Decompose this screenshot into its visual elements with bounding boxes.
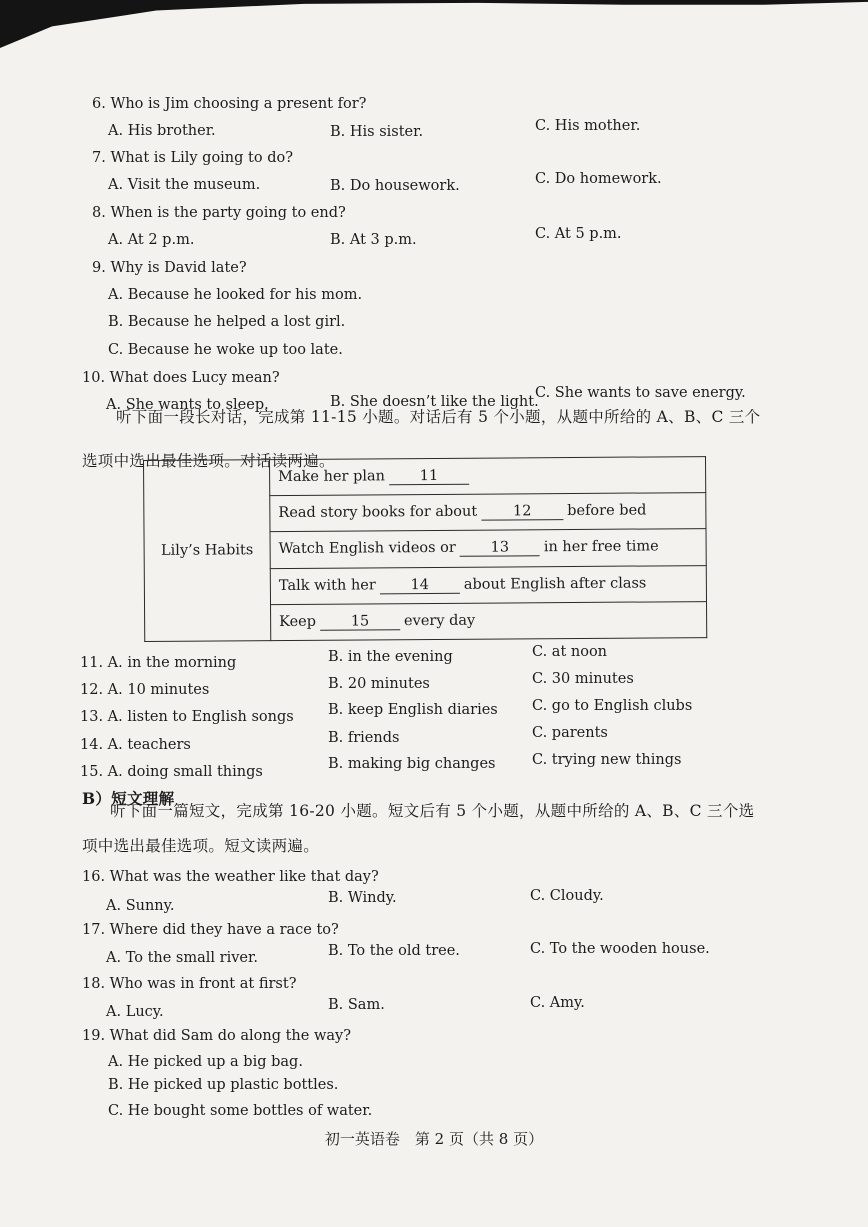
instruction-11-15-line1: 听下面一段长对话，完成第 11-15 小题。对话后有 5 个小题，从题中所给的 A、B、C 三个 xyxy=(116,408,761,426)
habits-table-label: Lily’s Habits xyxy=(144,460,271,642)
question-7-option-c: C. Do homework. xyxy=(535,171,662,187)
question-13-option-a: 13. A. listen to English songs xyxy=(80,709,294,725)
question-19-option-c: C. He bought some bottles of water. xyxy=(108,1103,373,1119)
blank-13: 13 xyxy=(460,540,540,558)
question-14-option-c: C. parents xyxy=(532,725,608,741)
question-12-option-b: B. 20 minutes xyxy=(328,676,430,692)
question-11-option-b: B. in the evening xyxy=(328,649,453,665)
question-18-option-c: C. Amy. xyxy=(530,995,585,1011)
habits-row-4: Talk with her 14 about English after class xyxy=(270,565,706,604)
question-10-stem: 10. What does Lucy mean? xyxy=(82,370,280,386)
question-7-stem: 7. What is Lily going to do? xyxy=(92,150,293,166)
question-19-stem: 19. What did Sam do along the way? xyxy=(82,1028,351,1044)
question-16-stem: 16. What was the weather like that day? xyxy=(82,869,379,885)
habits-row-3: Watch English videos or 13 in her free time xyxy=(270,529,706,568)
question-7-option-b: B. Do housework. xyxy=(330,178,460,194)
question-18-option-a: A. Lucy. xyxy=(106,1004,164,1020)
scan-dark-corner xyxy=(0,0,868,48)
question-17-option-c: C. To the wooden house. xyxy=(530,941,710,957)
habits-row-1: Make her plan 11 xyxy=(270,457,706,496)
question-14-option-a: 14. A. teachers xyxy=(80,737,191,753)
lilys-habits-table xyxy=(143,456,707,642)
question-9-option-c: C. Because he woke up too late. xyxy=(108,342,343,358)
question-6-option-c: C. His mother. xyxy=(535,118,641,134)
question-6-stem: 6. Who is Jim choosing a present for? xyxy=(92,96,367,112)
question-10-option-b: B. She doesn’t like the light. xyxy=(330,394,539,410)
question-8-option-c: C. At 5 p.m. xyxy=(535,226,622,242)
question-10-option-a: A. She wants to sleep. xyxy=(106,397,269,413)
question-16-option-b: B. Windy. xyxy=(328,890,397,906)
blank-11: 11 xyxy=(389,468,469,486)
question-9-stem: 9. Why is David late? xyxy=(92,260,247,276)
question-17-option-a: A. To the small river. xyxy=(106,950,258,966)
question-16-option-c: C. Cloudy. xyxy=(530,888,604,904)
question-11-option-a: 11. A. in the morning xyxy=(80,655,237,671)
instruction-16-20-line2: 项中选出最佳选项。短文读两遍。 xyxy=(82,837,320,855)
question-15-option-a: 15. A. doing small things xyxy=(80,764,263,780)
question-6-option-b: B. His sister. xyxy=(330,124,424,140)
question-12-option-a: 12. A. 10 minutes xyxy=(80,682,210,698)
question-14-option-b: B. friends xyxy=(328,730,400,746)
question-17-option-b: B. To the old tree. xyxy=(328,943,460,959)
question-19-option-b: B. He picked up plastic bottles. xyxy=(108,1077,339,1093)
question-8-option-a: A. At 2 p.m. xyxy=(108,232,195,248)
habits-row-5: Keep 15 every day xyxy=(271,601,707,640)
question-13-option-c: C. go to English clubs xyxy=(532,698,693,714)
question-15-option-c: C. trying new things xyxy=(532,752,682,768)
question-12-option-c: C. 30 minutes xyxy=(532,671,634,687)
page-footer: 初一英语卷 第 2 页（共 8 页） xyxy=(324,1130,544,1148)
question-18-stem: 18. Who was in front at first? xyxy=(82,976,297,992)
habits-row-2: Read story books for about 12 before bed xyxy=(270,493,706,532)
instruction-11-15-line2: 选项中选出最佳选项。对话读两遍。 xyxy=(82,452,335,470)
blank-12: 12 xyxy=(481,503,563,521)
question-18-option-b: B. Sam. xyxy=(328,997,385,1013)
section-b-heading: B）短文理解 xyxy=(82,789,175,808)
question-9-option-b: B. Because he helped a lost girl. xyxy=(108,314,346,330)
instruction-16-20-line1: 听下面一篇短文，完成第 16-20 小题。短文后有 5 个小题，从题中所给的 A、B、C 三个选 xyxy=(110,802,755,820)
question-8-option-b: B. At 3 p.m. xyxy=(330,232,417,248)
question-15-option-b: B. making big changes xyxy=(328,756,496,772)
question-7-option-a: A. Visit the museum. xyxy=(108,177,261,193)
blank-15: 15 xyxy=(320,613,400,631)
question-6-option-a: A. His brother. xyxy=(108,123,216,139)
blank-14: 14 xyxy=(380,576,460,594)
question-10-option-c: C. She wants to save energy. xyxy=(535,385,746,401)
question-8-stem: 8. When is the party going to end? xyxy=(92,205,346,221)
question-17-stem: 17. Where did they have a race to? xyxy=(82,922,339,938)
question-9-option-a: A. Because he looked for his mom. xyxy=(108,287,363,303)
question-13-option-b: B. keep English diaries xyxy=(328,702,498,718)
question-19-option-a: A. He picked up a big bag. xyxy=(108,1054,303,1070)
question-11-option-c: C. at noon xyxy=(532,644,608,660)
question-16-option-a: A. Sunny. xyxy=(106,898,175,914)
